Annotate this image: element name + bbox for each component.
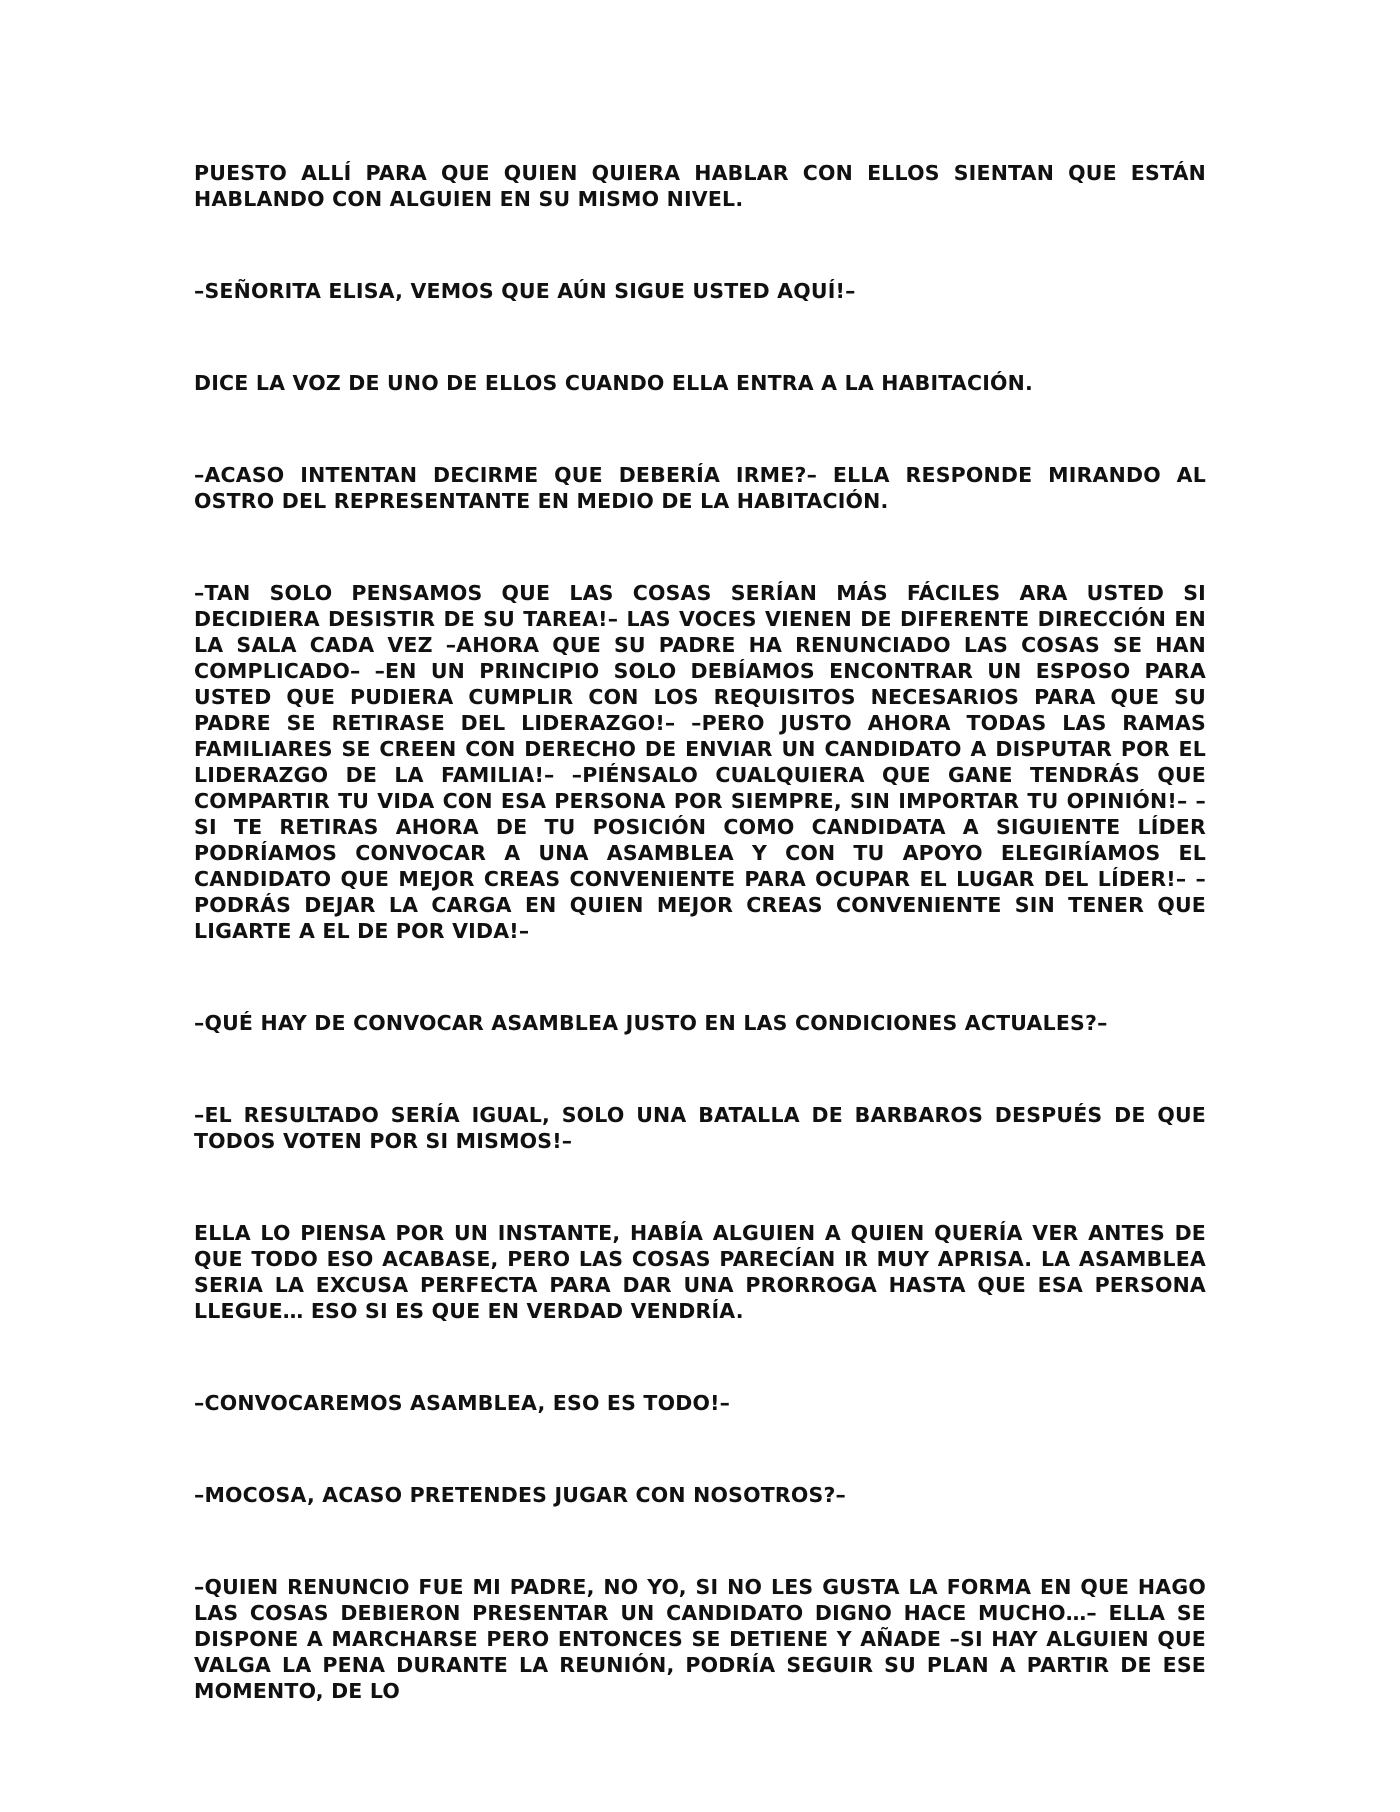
- paragraph: ELLA LO PIENSA POR UN INSTANTE, HABÍA ALGUIEN A QUIEN QUERÍA VER ANTES DE QUE TODO ESO ACABASE, PERO LAS COSAS PARECÍAN IR MUY APRISA. LA ASAMBLEA SERIA LA EXCUSA PERFECTA PARA DAR UNA PRORROGA HASTA QUE ESA PERSONA LLEGUE… ESO SI ES QUE EN VERDAD VENDRÍA.: [194, 1221, 1206, 1323]
- paragraph: –EL RESULTADO SERÍA IGUAL, SOLO UNA BATALLA DE BARBAROS DESPUÉS DE QUE TODOS VOTEN POR SI MISMOS!–: [194, 1103, 1206, 1153]
- paragraph: PUESTO ALLÍ PARA QUE QUIEN QUIERA HABLAR CON ELLOS SIENTAN QUE ESTÁN HABLANDO CON ALGUIEN EN SU MISMO NIVEL.: [194, 161, 1206, 211]
- text-column: [194, 160, 1206, 1704]
- paragraph: –QUIEN RENUNCIO FUE MI PADRE, NO YO, SI NO LES GUSTA LA FORMA EN QUE HAGO LAS COSAS DEBIERON PRESENTAR UN CANDIDATO DIGNO HACE MUCHO…– ELLA SE DISPONE A MARCHARSE PERO ENTONCES SE DETIENE Y AÑADE –SI HAY ALGUIEN QUE VALGA LA PENA DURANTE LA REUNIÓN, PODRÍA SEGUIR SU PLAN A PARTIR DE ESE MOMENTO, DE LO: [194, 1575, 1206, 1703]
- paragraph: –QUÉ HAY DE CONVOCAR ASAMBLEA JUSTO EN LAS CONDICIONES ACTUALES?–: [194, 1011, 1108, 1035]
- paragraph: –MOCOSA, ACASO PRETENDES JUGAR CON NOSOTROS?–: [194, 1483, 846, 1507]
- paragraph: –CONVOCAREMOS ASAMBLEA, ESO ES TODO!–: [194, 1391, 731, 1415]
- paragraph: –SEÑORITA ELISA, VEMOS QUE AÚN SIGUE USTED AQUÍ!–: [194, 279, 856, 303]
- paragraph: –TAN SOLO PENSAMOS QUE LAS COSAS SERÍAN MÁS FÁCILES ARA USTED SI DECIDIERA DESISTIR DE SU TAREA!– LAS VOCES VIENEN DE DIFERENTE DIRECCIÓN EN LA SALA CADA VEZ –AHORA QUE SU PADRE HA RENUNCIADO LAS COSAS SE HAN COMPLICADO– –EN UN PRINCIPIO SOLO DEBÍAMOS ENCONTRAR UN ESPOSO PARA USTED QUE PUDIERA CUMPLIR CON LOS REQUISITOS NECESARIOS PARA QUE SU PADRE SE RETIRASE DEL LIDERAZGO!– –PERO JUSTO AHORA TODAS LAS RAMAS FAMILIARES SE CREEN CON DERECHO DE ENVIAR UN CANDIDATO A DISPUTAR POR EL LIDERAZGO DE LA FAMILIA!– –PIÉNSALO CUALQUIERA QUE GANE TENDRÁS QUE COMPARTIR TU VIDA CON ESA PERSONA POR SIEMPRE, SIN IMPORTAR TU OPINIÓN!– –SI TE RETIRAS AHORA DE TU POSICIÓN COMO CANDIDATA A SIGUIENTE LÍDER PODRÍAMOS CONVOCAR A UNA ASAMBLEA Y CON TU APOYO ELEGIRÍAMOS EL CANDIDATO QUE MEJOR CREAS CONVENIENTE PARA OCUPAR EL LUGAR DEL LÍDER!– –PODRÁS DEJAR LA CARGA EN QUIEN MEJOR CREAS CONVENIENTE SIN TENER QUE LIGARTE A EL DE POR VIDA!–: [194, 581, 1206, 943]
- paragraph: DICE LA VOZ DE UNO DE ELLOS CUANDO ELLA ENTRA A LA HABITACIÓN.: [194, 371, 1034, 395]
- paragraph: –ACASO INTENTAN DECIRME QUE DEBERÍA IRME?– ELLA RESPONDE MIRANDO AL OSTRO DEL REPRESENTANTE EN MEDIO DE LA HABITACIÓN.: [194, 463, 1206, 513]
